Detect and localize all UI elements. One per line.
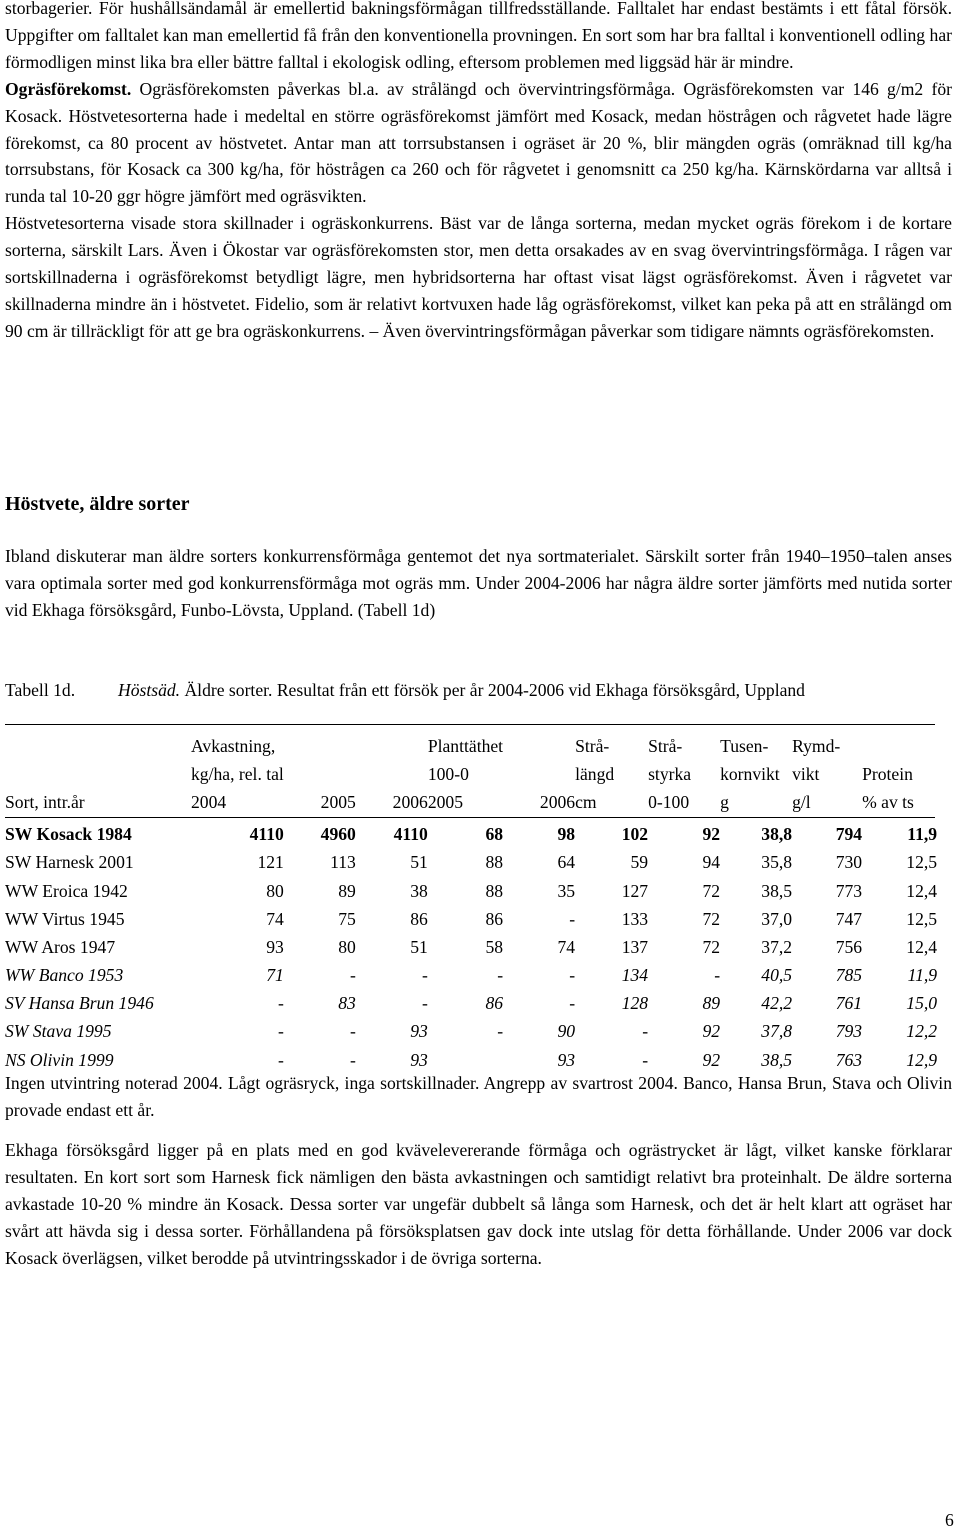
table-header-cell: längd <box>575 763 615 784</box>
table-row <box>5 990 937 1018</box>
table-cell: 137 <box>621 936 649 957</box>
table-header-cell: Sort, intr.år <box>5 791 85 812</box>
table-cell: 4110 <box>393 824 428 845</box>
table-header-cell <box>5 760 191 788</box>
table-cell: 763 <box>835 1049 863 1070</box>
table-cell: 90 <box>557 1021 576 1042</box>
table-cell: 93 <box>410 1021 428 1042</box>
table-caption-italic: Höstsäd. <box>118 680 181 700</box>
table-header-cell: Tusen- <box>720 735 769 756</box>
table-header-cell <box>503 760 575 788</box>
table-header-cell: cm <box>575 791 597 812</box>
table-cell: 88 <box>485 852 504 873</box>
table-header-cell: Strå- <box>648 735 683 756</box>
table-cell: 127 <box>621 880 649 901</box>
table-cell: 89 <box>338 880 356 901</box>
table-cell: - <box>569 908 576 929</box>
table-header-cell <box>356 732 428 760</box>
table-cell: 72 <box>702 936 721 957</box>
table-cell: 102 <box>621 824 649 845</box>
table-cell: 71 <box>266 965 284 986</box>
table-header-cell: 2006 <box>539 791 576 812</box>
table-cell: - <box>421 993 428 1014</box>
table-cell: 59 <box>630 852 649 873</box>
table-cell-sort: NS Olivin 1999 <box>5 1049 114 1070</box>
table-cell: 747 <box>835 908 863 929</box>
table-cell: - <box>497 1021 504 1042</box>
paragraph-ekhaga: Ekhaga försöksgård ligger på en plats med en god kvävelevererande förmåga och ogrästrycket är lågt, vilket kanske förklarar resultaten. En kort sort som Harnesk fick nämligen den bästa avkastningen och samtidigt relativt bra proteinhalt. De äldre sorterna avkastade 10-20 % mindre än Kosack. Dessa sorter var ungefär dubbelt så långa som Harnesk, och det är helt klart att ogräset har svårt att hävda sig i dessa sorter. Förhållandena på försöksplatsen gav dock inte utslag för detta förhållande. Under 2006 var dock Kosack överlägsen, vilket berodde på utvintringsskador i de övriga sorterna. <box>5 1140 952 1268</box>
table-row <box>5 849 937 877</box>
table-cell: 793 <box>835 1021 863 1042</box>
table-row <box>5 1018 937 1046</box>
table-cell: - <box>277 1021 284 1042</box>
table-cell: 72 <box>702 908 721 929</box>
table-header-cell <box>503 732 575 760</box>
table-cell: 113 <box>330 852 356 873</box>
table-cell: 37,2 <box>761 936 793 957</box>
table-header-cell: vikt <box>792 763 820 784</box>
table-cell: 89 <box>702 993 721 1014</box>
table-cell-sort: SV Hansa Brun 1946 <box>5 993 154 1014</box>
table-cell: 730 <box>835 852 863 873</box>
table-cell: 80 <box>338 936 356 957</box>
table-header-cell <box>862 732 937 760</box>
table-cell: 12,5 <box>906 852 938 873</box>
table-cell: 4110 <box>249 824 284 845</box>
table-header-cell: Avkastning, <box>191 735 276 756</box>
table-cell: 93 <box>557 1049 576 1070</box>
table-cell: 74 <box>266 908 284 929</box>
table-cell: 128 <box>621 993 649 1014</box>
table-header-cell: Planttäthet <box>427 735 504 756</box>
table-cell: 93 <box>410 1049 428 1070</box>
table-cell: 51 <box>410 852 428 873</box>
table-cell: - <box>569 965 576 986</box>
table-cell: - <box>349 1021 356 1042</box>
table-cell: 11,9 <box>907 824 938 845</box>
table-header-cell: 100-0 <box>427 763 469 784</box>
table-cell-sort: SW Kosack 1984 <box>5 824 132 845</box>
table-cell: 86 <box>485 908 504 929</box>
table-cell: 86 <box>485 993 504 1014</box>
table-header-cell: 2005 <box>320 791 356 812</box>
table-cell: 15,0 <box>906 993 938 1014</box>
table-cell: 12,5 <box>906 908 938 929</box>
table-cell: 51 <box>410 936 428 957</box>
table-caption <box>5 680 805 701</box>
table-cell-sort: WW Eroica 1942 <box>5 880 128 901</box>
table-header-row <box>5 732 937 760</box>
table-cell: 93 <box>266 936 284 957</box>
table-header-cell: 2005 <box>427 791 464 812</box>
table-header-cell: 2004 <box>191 791 227 812</box>
table-cell: 794 <box>835 824 863 845</box>
table-cell: 37,0 <box>761 908 793 929</box>
table-cell: 38,5 <box>761 880 793 901</box>
table-cell: - <box>642 1049 649 1070</box>
table-cell: 38,5 <box>761 1049 793 1070</box>
table-header-cell: g <box>720 791 729 812</box>
table-cell: - <box>421 965 428 986</box>
table-cell: 88 <box>485 880 504 901</box>
table-cell: 64 <box>557 852 576 873</box>
page-number: 6 <box>945 1510 954 1530</box>
table-cell-sort: SW Harnesk 2001 <box>5 852 134 873</box>
table-row <box>5 962 937 990</box>
table-cell: 40,5 <box>761 965 793 986</box>
table-cell: 94 <box>702 852 721 873</box>
table-header-cell: Protein <box>862 763 913 784</box>
table-row <box>5 821 937 849</box>
table-header-cell: kornvikt <box>720 763 780 784</box>
table-cell: - <box>277 1049 284 1070</box>
table-cell: 4960 <box>320 824 356 845</box>
table-cell: 38,8 <box>761 824 793 845</box>
section-title: Höstvete, äldre sorter <box>5 493 190 515</box>
table-cell: 72 <box>702 880 721 901</box>
results-table <box>5 732 937 1074</box>
table-cell: 11,9 <box>907 965 938 986</box>
table-cell: 35 <box>557 880 576 901</box>
table-cell: 80 <box>266 880 284 901</box>
table-cell: 38 <box>410 880 428 901</box>
table-cell-sort: WW Banco 1953 <box>5 965 124 986</box>
heading-ograsforekomst: Ogräsförekomst. <box>5 78 132 99</box>
table-cell: 37,8 <box>761 1021 793 1042</box>
table-cell: - <box>277 993 284 1014</box>
table-header-cell: 0-100 <box>648 791 690 812</box>
table-cell: 98 <box>557 824 576 845</box>
table-row <box>5 905 937 933</box>
table-top-rule <box>5 724 935 725</box>
table-cell: 92 <box>702 1049 721 1070</box>
table-caption-label: Tabell 1d. <box>5 680 76 700</box>
paragraph-ograskonkurrens: Höstvetesorterna visade stora skillnader i ogräskonkurrens. Bäst var de långa sorterna, medan mycket ogräs förekom i de kortare sorterna, särskilt Lars. Även i Ökostar var ogräsförekomsten stor, men detta orsakades av en svag övervintringsförmåga. I rågen var sortskillnaderna i ogräsförekomst betydligt lägre, men hybridsorterna har oftast visat lägst ogräsförekomst. Även i rågvetet var skillnaderna mindre än i höstvetet. Fidelio, som är relativt kortvuxen hade låg ogräsförekomst, vilket kan peka på att en strålängd om 90 cm är tillräckligt för att ge bra ogräskonkurrens. – Även övervintringsförmågan påverkar som tidigare nämnts ogräsförekomsten. <box>5 213 952 341</box>
table-cell: 35,8 <box>761 852 793 873</box>
table-row <box>5 877 937 905</box>
table-cell: 756 <box>835 936 863 957</box>
table-cell: - <box>569 993 576 1014</box>
table-cell-sort: WW Virtus 1945 <box>5 908 125 929</box>
table-cell: 68 <box>485 824 504 845</box>
table-cell-sort: SW Stava 1995 <box>5 1021 112 1042</box>
paragraph-intro <box>5 0 952 345</box>
table-cell: 12,4 <box>906 880 938 901</box>
table-header-row <box>5 760 937 788</box>
table-cell: 134 <box>621 965 649 986</box>
table-caption-text: Äldre sorter. Resultat från ett försök per år 2004-2006 vid Ekhaga försöksgård, Uppland <box>180 680 805 700</box>
paragraph-aldre-sorter: Ibland diskuterar man äldre sorters konkurrensförmåga gentemot det nya sortmaterialet. Särskilt sorter från 1940–1950–talen anses vara optimala sorter med god konkurrensförmåga mot ogräs mm. Under 2004-2006 har några äldre sorter jämförts med nutida sorter vid Ekhaga försöksgård, Funbo-Lövsta, Uppland. (Tabell 1d) <box>5 546 952 620</box>
table-cell: 12,9 <box>906 1049 938 1070</box>
table-cell: 133 <box>621 908 649 929</box>
table-cell: - <box>349 965 356 986</box>
table-cell: - <box>714 965 721 986</box>
table-header-cell <box>356 760 428 788</box>
table-cell: 58 <box>485 936 504 957</box>
table-header-cell <box>284 732 356 760</box>
paragraph-falltal: storbagerier. För hushållsändamål är emellertid bakningsförmågan tillfredsställande. Falltalet har endast bestämts i ett fåtal försök. Uppgifter om falltalet kan man emellertid få från den konventionella provningen. En sort som har bra falltal i konventionell odling har förmodligen minst lika bra eller bättre falltal i ekologisk odling, eftersom problemen med liggsäd här är mindre. <box>5 0 952 72</box>
table-cell: - <box>497 965 504 986</box>
table-header-cell <box>284 760 356 788</box>
table-cell: 86 <box>410 908 428 929</box>
paragraph-ograsforekomst: Ogräsförekomsten påverkas bl.a. av strålängd och övervintringsförmåga. Ogräsförekomsten var 146 g/m2 för Kosack. Höstvetesorterna hade i medeltal en större ogräsförekomst jämfört med Kosack, medan höstrågen och rågvetet hade lägre förekomst, ca 80 procent av höstvetet. Antar man att torrsubstansen i ogräset är 20 %, blir mängden ogräs (omräknad till kg/ha torrsubstans, för Kosack ca 300 kg/ha, för höstrågen ca 260 och för rågvetet i genomsnitt ca 250 kg/ha. Kärnskördarna var alltså i runda tal 10-20 ggr högre jämfört med ogräsvikten. <box>5 78 952 207</box>
table-header-cell: Rymd- <box>792 735 841 756</box>
table-cell: - <box>642 1021 649 1042</box>
table-header-cell: kg/ha, rel. tal <box>191 763 284 784</box>
table-cell: 92 <box>702 1021 721 1042</box>
table-header-cell: Strå- <box>575 735 610 756</box>
table-cell: 773 <box>835 880 863 901</box>
table-header-cell: g/l <box>792 791 811 812</box>
table-cell: 83 <box>338 993 356 1014</box>
table-cell: 75 <box>338 908 356 929</box>
table-header-cell <box>5 732 191 760</box>
table-cell: - <box>349 1049 356 1070</box>
table-header-cell: styrka <box>648 763 692 784</box>
table-cell: 92 <box>702 824 721 845</box>
table-header-row <box>5 788 937 816</box>
table-cell: 785 <box>835 965 863 986</box>
table-cell: 42,2 <box>761 993 793 1014</box>
table-header-cell: 2006 <box>392 791 428 812</box>
table-note: Ingen utvintring noterad 2004. Lågt ogräsryck, inga sortskillnader. Angrepp av svartrost 2004. Banco, Hansa Brun, Stava och Olivin provade endast ett år. <box>5 1073 952 1120</box>
table-row <box>5 933 937 961</box>
table-cell-sort: WW Aros 1947 <box>5 936 116 957</box>
table-cell: 121 <box>257 852 284 873</box>
table-cell: 74 <box>557 936 576 957</box>
table-cell: 12,2 <box>906 1021 938 1042</box>
table-cell: 761 <box>835 993 863 1014</box>
table-header-cell: % av ts <box>862 791 914 812</box>
table-cell: 12,4 <box>906 936 938 957</box>
